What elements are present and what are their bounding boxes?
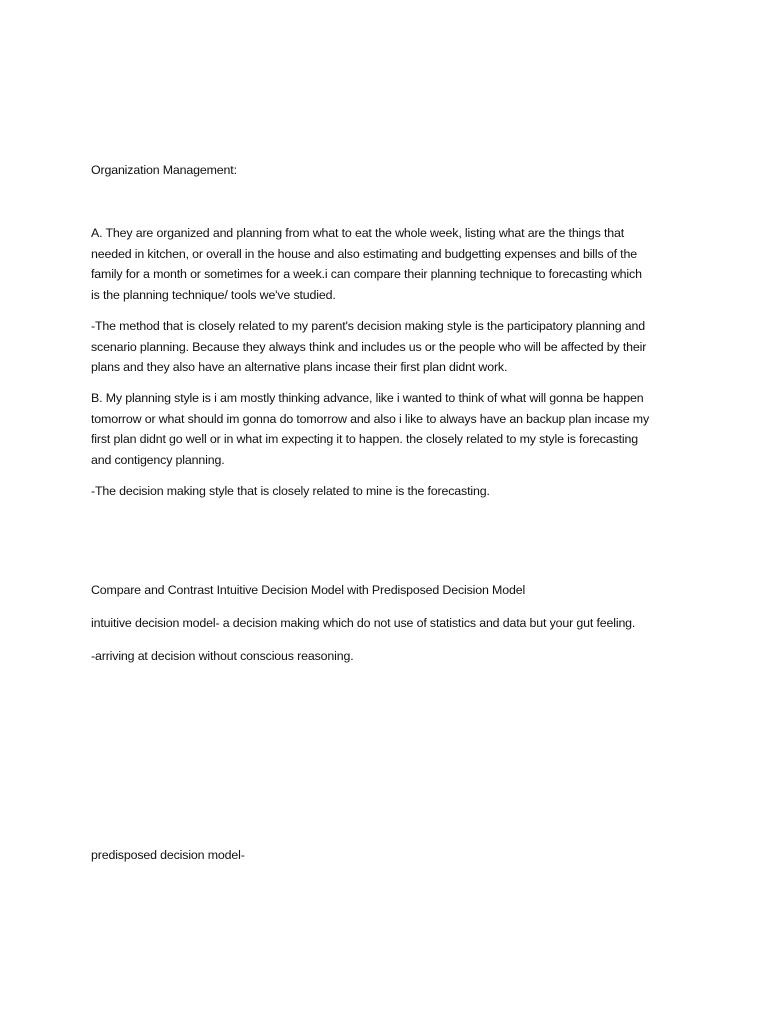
- paragraph-a-line: A. They are organized and planning from what to eat the whole week, listing what are the things that: [91, 226, 625, 240]
- paragraph-a-line: needed in kitchen, or overall in the house and also estimating and budgetting expenses and bills of the: [91, 246, 637, 261]
- compare-heading: [91, 580, 687, 601]
- predisposed-definition: [91, 845, 687, 866]
- paragraph-b-note-line: -The decision making style that is closely related to mine is the forecasting.: [91, 484, 490, 498]
- heading-text: Organization Management:: [91, 163, 237, 177]
- paragraph-b-line: B. My planning style is i am mostly thinking advance, like i wanted to think of what will gonna be happen: [91, 391, 644, 405]
- paragraph-b-line: and contigency planning.: [91, 452, 225, 467]
- section-heading: [91, 160, 687, 181]
- intuitive-definition: [91, 613, 687, 634]
- paragraph-b-note: [91, 481, 687, 502]
- paragraph-b-line: tomorrow or what should im gonna do tomorrow and also i like to always have an backup plan incase my: [91, 411, 650, 426]
- paragraph-a-note-line: -The method that is closely related to my parent's decision making style is the participatory planning and: [91, 319, 645, 333]
- paragraph-a-note: [91, 316, 687, 378]
- paragraph-a-note-line: plans and they also have an alternative plans incase their first plan didnt work.: [91, 360, 508, 374]
- paragraph-a: [91, 223, 687, 305]
- intuitive-note: [91, 646, 687, 667]
- paragraph-a-note-line: scenario planning. Because they always think and includes us or the people who will be affected by their: [91, 339, 647, 354]
- paragraph-b: [91, 388, 687, 470]
- intuitive-definition-line: intuitive decision model- a decision making which do not use of statistics and data but your gut feeling.: [91, 616, 636, 630]
- paragraph-a-line: is the planning technique/ tools we've studied.: [91, 287, 336, 302]
- paragraph-a-line: family for a month or sometimes for a week.i can compare their planning technique to forecasting which: [91, 267, 642, 281]
- compare-heading-line: Compare and Contrast Intuitive Decision Model with Predisposed Decision Model: [91, 583, 526, 597]
- intuitive-note-line: -arriving at decision without conscious reasoning.: [91, 649, 354, 663]
- predisposed-definition-line: predisposed decision model-: [91, 848, 245, 862]
- paragraph-b-line: first plan didnt go well or in what im expecting it to happen. the closely related to my style is forecasting: [91, 432, 639, 446]
